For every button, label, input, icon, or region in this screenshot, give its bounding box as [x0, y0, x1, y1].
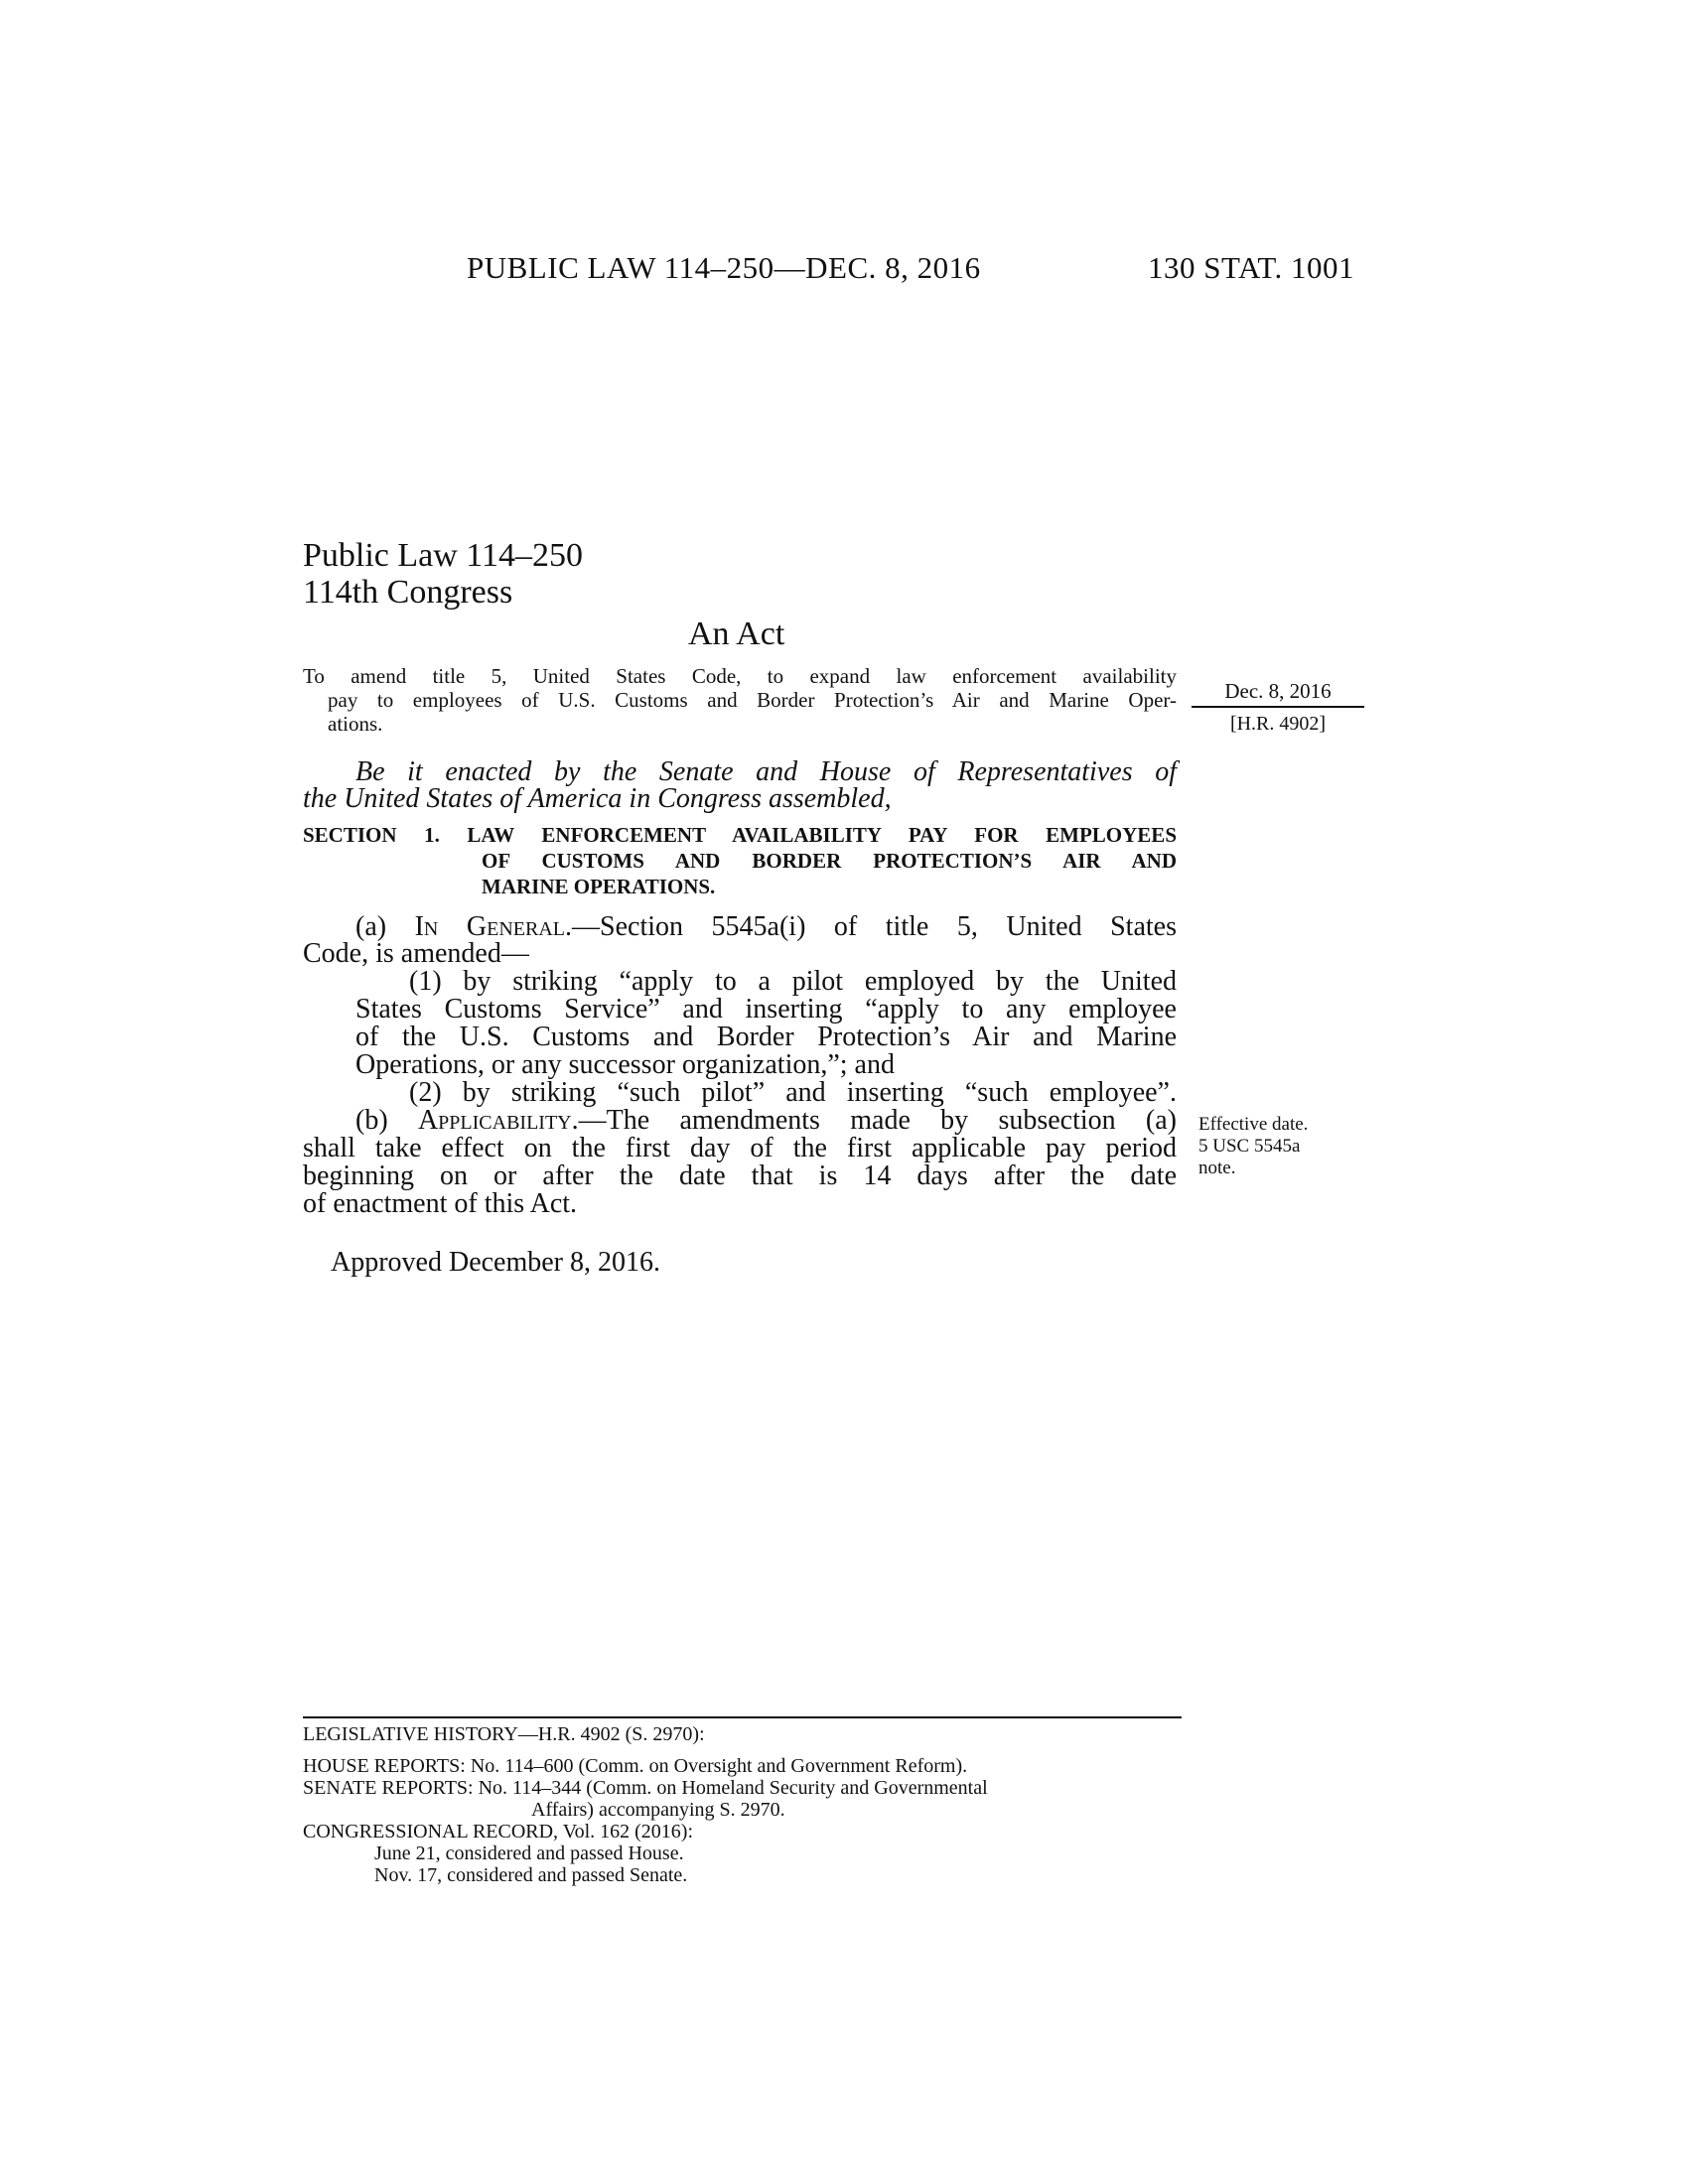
subsection-a-label: (a): [355, 911, 387, 942]
effective-date-note: Effective date.: [1198, 1114, 1309, 1135]
congress-number: 114th Congress: [303, 574, 513, 611]
subsection-b-line-4: of enactment of this Act.: [303, 1188, 578, 1219]
subsection-a-heading: In General.: [414, 911, 573, 942]
paragraph-2-line-1: (2) by striking “such pilot” and inserting “such employee”.: [409, 1077, 1177, 1108]
subsection-b-line-1: [355, 1106, 1177, 1135]
enacting-clause-line-1: Be it enacted by the Senate and House of Representatives of: [355, 756, 1177, 787]
running-header-title: PUBLIC LAW 114–250—DEC. 8, 2016: [467, 250, 981, 285]
subsection-b-line-2: shall take effect on the first day of the first applicable pay period: [303, 1133, 1177, 1163]
congressional-record: CONGRESSIONAL RECORD, Vol. 162 (2016):: [303, 1821, 693, 1843]
subsection-a-text: —Section 5545a(i) of title 5, United States: [572, 911, 1177, 942]
paragraph-1-line-4: Operations, or any successor organization,”; and: [355, 1049, 895, 1080]
approval-date: Approved December 8, 2016.: [331, 1247, 661, 1278]
senate-reports-line-2: Affairs) accompanying S. 2970.: [531, 1799, 785, 1821]
purpose-line-1: To amend title 5, United States Code, to expand law enforcement availability: [303, 664, 1177, 688]
public-law-number: Public Law 114–250: [303, 537, 584, 574]
subsection-b-label: (b): [355, 1105, 388, 1136]
paragraph-1-line-3: of the U.S. Customs and Border Protection’s Air and Marine: [355, 1022, 1177, 1052]
paragraph-1-line-1: (1) by striking “apply to a pilot employed by the United: [409, 966, 1177, 997]
section-heading-line-2: OF CUSTOMS AND BORDER PROTECTION’S AIR AND: [482, 849, 1177, 873]
statutes-page-reference: 130 STAT. 1001: [1148, 250, 1355, 285]
paragraph-1-line-2: States Customs Service” and inserting “apply to any employee: [355, 994, 1177, 1024]
act-heading: An Act: [688, 615, 785, 652]
subsection-b-line-3: beginning on or after the date that is 14 days after the date: [303, 1160, 1177, 1191]
subsection-a-line-1: [355, 912, 1177, 941]
purpose-line-2: pay to employees of U.S. Customs and Border Protection’s Air and Marine Oper-: [328, 688, 1177, 712]
enacting-clause-line-2: the United States of America in Congress assembled,: [303, 783, 892, 814]
house-action: June 21, considered and passed House.: [374, 1843, 684, 1864]
bill-number-note: [H.R. 4902]: [1229, 713, 1327, 735]
note-label: note.: [1198, 1158, 1236, 1178]
margin-divider: [1192, 706, 1364, 708]
usc-citation-note: 5 USC 5545a: [1198, 1136, 1301, 1157]
section-heading-line-3: MARINE OPERATIONS.: [482, 875, 716, 898]
subsection-a-line-2: Code, is amended—: [303, 938, 529, 969]
section-heading-line-1: SECTION 1. LAW ENFORCEMENT AVAILABILITY PAY FOR EMPLOYEES: [303, 823, 1177, 847]
senate-action: Nov. 17, considered and passed Senate.: [374, 1864, 688, 1886]
senate-reports-line-1: SENATE REPORTS: No. 114–344 (Comm. on Homeland Security and Governmental: [303, 1777, 988, 1799]
house-reports: HOUSE REPORTS: No. 114–600 (Comm. on Oversight and Government Reform).: [303, 1755, 968, 1777]
subsection-b-heading: Applicability.: [417, 1105, 579, 1136]
purpose-line-3: ations.: [328, 712, 383, 736]
subsection-b-text: —The amendments made by subsection (a): [578, 1105, 1178, 1136]
legislative-history-heading: LEGISLATIVE HISTORY—H.R. 4902 (S. 2970):: [303, 1723, 705, 1745]
footnote-divider: [303, 1716, 1182, 1718]
enactment-date-note: Dec. 8, 2016: [1224, 679, 1332, 703]
